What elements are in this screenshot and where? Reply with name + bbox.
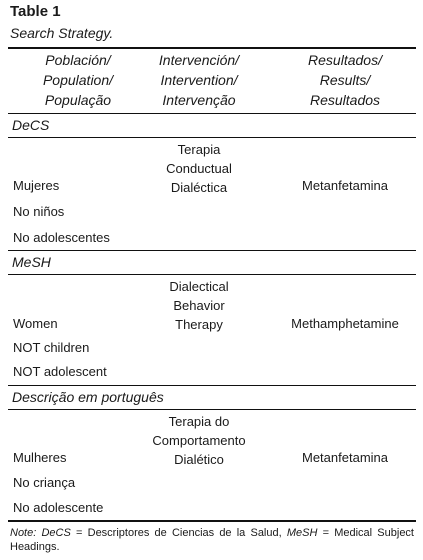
intervention-line: Terapia: [177, 142, 221, 157]
header-population-line: Population/: [42, 72, 114, 88]
note-mesh-text: = Medical Subject Headings.: [10, 527, 414, 553]
header-intervention-line: Intervention/: [160, 72, 238, 88]
header-intervention: [138, 50, 260, 110]
intervention-cell: [138, 412, 260, 469]
header-results: [274, 50, 416, 110]
intervention-line: Comportamento: [152, 433, 246, 448]
section-rule: [8, 250, 416, 251]
population-cell: No niños: [13, 204, 65, 219]
population-cell: Women: [13, 316, 58, 331]
header-population: [18, 50, 138, 110]
intervention-line: Dialético: [174, 452, 224, 467]
bottom-rule: [8, 520, 416, 522]
note-mesh-abbr: MeSH: [286, 527, 318, 539]
population-cell: No adolescentes: [13, 230, 110, 245]
header-population-line: Población/: [45, 52, 111, 68]
table-note: [10, 526, 414, 554]
section-title-portuguese: Descrição em português: [12, 389, 164, 405]
header-results-line: Resultados: [309, 92, 381, 108]
section-title-mesh: MeSH: [12, 254, 51, 270]
table-title: Table 1: [10, 3, 61, 20]
section-rule: [8, 385, 416, 386]
note-label: Note:: [10, 527, 37, 539]
intervention-line: Dialectical: [169, 279, 229, 294]
result-cell: Metanfetamina: [302, 450, 388, 465]
intervention-line: Behavior: [173, 298, 225, 313]
result-cell: Methamphetamine: [291, 316, 399, 331]
header-results-line: Results/: [319, 72, 371, 88]
intervention-cell: [138, 140, 260, 197]
intervention-line: Therapy: [175, 317, 223, 332]
header-intervention-line: Intervención/: [158, 52, 240, 68]
header-intervention-line: Intervenção: [162, 92, 236, 108]
population-cell: Mujeres: [13, 178, 60, 193]
header-results-line: Resultados/: [308, 52, 382, 68]
population-cell: NOT adolescent: [13, 364, 107, 379]
intervention-line: Dialéctica: [170, 180, 228, 195]
population-cell: No adolescente: [13, 500, 104, 515]
result-cell: Metanfetamina: [302, 178, 388, 193]
table-subtitle: Search Strategy.: [10, 25, 114, 41]
population-cell: NOT children: [13, 340, 90, 355]
header-rule: [8, 113, 416, 114]
intervention-cell: [138, 277, 260, 334]
intervention-line: Terapia do: [168, 414, 230, 429]
top-rule: [8, 47, 416, 49]
section-title-decs: DeCS: [12, 117, 50, 133]
intervention-line: Conductual: [166, 161, 232, 176]
section-rule: [8, 137, 416, 138]
section-rule: [8, 409, 416, 410]
note-decs-abbr: DeCS: [41, 527, 71, 539]
section-rule: [8, 274, 416, 275]
note-decs-text: = Descriptores de Ciencias de la Salud,: [76, 527, 282, 539]
population-cell: Mulheres: [13, 450, 67, 465]
header-population-line: População: [44, 92, 112, 108]
population-cell: No criança: [13, 475, 76, 490]
